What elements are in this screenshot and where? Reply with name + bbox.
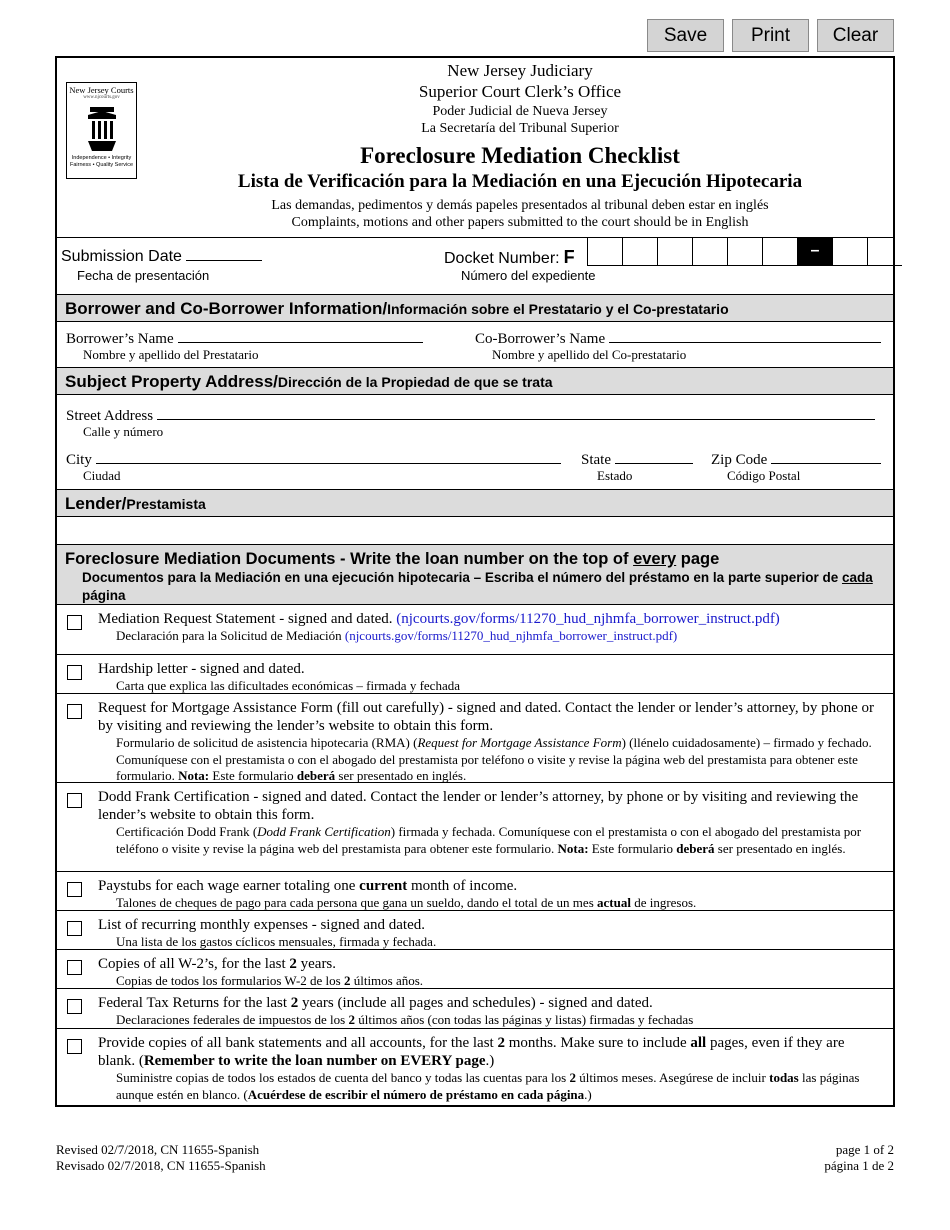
docket-cell[interactable] (727, 238, 762, 266)
text-part: Este formulario (588, 840, 677, 856)
documents-section-title (65, 549, 885, 569)
text-part: pages, even if they are blank. ( (98, 1035, 845, 1069)
checkbox[interactable] (67, 999, 82, 1014)
page-number: page 1 of 2 (835, 1142, 894, 1157)
page-number-es: página 1 de 2 (824, 1158, 894, 1173)
mediation-form-link-es[interactable]: (njcourts.gov/forms/11270_hud_njhmfa_borrower_instruct.pdf) (344, 628, 678, 643)
documents-title-part: Foreclosure Mediation Documents - Write the loan number on the top of (65, 550, 634, 568)
text-part: Provide copies of all bank statements and all accounts, for the last (98, 1035, 498, 1051)
co-borrower-name-input[interactable] (609, 329, 881, 343)
lender-section-title-es: Prestamista (126, 496, 206, 512)
state-label: State (581, 452, 611, 468)
text-part: Copias de todos los formularios W-2 de los (116, 973, 344, 988)
text-part: Declaraciones federales de impuestos de los (116, 1012, 349, 1027)
print-button[interactable]: Print (732, 19, 809, 52)
text-bold: todas (769, 1070, 799, 1085)
checkbox[interactable] (67, 615, 82, 630)
judiciary-name-es: Poder Judicial de Nueva Jersey (432, 104, 608, 119)
checklist-item-monthly-expenses (57, 911, 893, 950)
toolbar (647, 19, 894, 52)
docket-cell[interactable] (587, 238, 622, 266)
docket-cell[interactable] (622, 238, 657, 266)
text-part: Este formulario (209, 768, 297, 783)
text-bold: 2 (290, 995, 299, 1011)
city-label: City (66, 452, 92, 468)
documents-title-es-pagina: página (82, 588, 126, 603)
co-borrower-name-field (475, 329, 881, 348)
property-section-header (57, 367, 893, 395)
checkbox[interactable] (67, 665, 82, 680)
nj-courts-logo (66, 82, 137, 179)
text-part: Certificación Dodd Frank ( (116, 824, 258, 839)
text-part: últimos meses. Asegúrese de incluir (575, 1070, 770, 1085)
page-subtitle: Lista de Verificación para la Mediación en una Ejecución Hipotecaria (237, 171, 803, 192)
docket-cell[interactable] (832, 238, 867, 266)
judiciary-name: New Jersey Judiciary (447, 61, 593, 80)
text-part: years (include all pages and schedules) - signed and dated. (298, 995, 653, 1011)
borrower-name-label-es: Nombre y apellido del Prestatario (83, 347, 259, 362)
lender-section-header (57, 489, 893, 517)
item-text-es (98, 735, 885, 785)
item-text-es (98, 973, 885, 990)
submission-date-label: Submission Date (61, 248, 182, 265)
item-text-es (98, 1070, 885, 1103)
lender-section-title: Lender/ (65, 494, 127, 513)
docket-cell[interactable] (692, 238, 727, 266)
header-text (147, 58, 893, 231)
docket-number-label (444, 247, 575, 268)
text-bold: 2 (497, 1035, 505, 1051)
clerk-office-es: La Secretaría del Tribunal Superior (421, 121, 619, 136)
city-label-es: Ciudad (83, 468, 121, 483)
submission-date-label-es: Fecha de presentación (77, 268, 210, 283)
language-note-es: Las demandas, pedimentos y demás papeles presentados al tribunal deben estar en inglés (271, 198, 769, 213)
clear-button[interactable]: Clear (817, 19, 894, 52)
page-title: Foreclosure Mediation Checklist (360, 143, 680, 168)
item-text (98, 994, 885, 1012)
logo-motto-1: Independence • Integrity (71, 155, 132, 161)
documents-title-es-part: Documentos para la Mediación en una ejecución hipotecaria – Escriba el número del préstamo en la parte superior de (82, 570, 842, 585)
documents-title-es-cada: cada (841, 570, 873, 585)
state-field (581, 450, 693, 469)
docket-number-cells (587, 238, 902, 266)
item-text: Dodd Frank Certification - signed and dated. Contact the lender or lender’s attorney, by phone or by visiting and reviewing the lender’s website to obtain this form. (98, 789, 859, 823)
documents-title-page: page (676, 550, 720, 568)
item-text-es: Una lista de los gastos cíclicos mensuales, firmada y fechada. (116, 934, 437, 949)
item-text: Request for Mortgage Assistance Form (fill out carefully) - signed and dated. Contact the lender or lender’s attorney, by phone or by visiting and reviewing the lender’s website to obtain this form. (98, 700, 875, 734)
text-part: month of income. (407, 878, 518, 894)
item-text (98, 877, 885, 895)
text-part: years. (296, 956, 337, 972)
checklist-item-mediation-request (57, 605, 893, 655)
text-part: últimos años (con todas las páginas y listas) firmadas y fechadas (354, 1012, 694, 1027)
docket-cell[interactable] (657, 238, 692, 266)
borrower-section-header (57, 294, 893, 322)
clerk-office: Superior Court Clerk’s Office (418, 82, 622, 101)
street-address-input[interactable] (157, 406, 875, 420)
docket-dash: – (797, 238, 832, 266)
text-bold: Nota: (178, 768, 210, 783)
text-part: ser presentado en inglés. (335, 768, 467, 783)
docket-cell[interactable] (867, 238, 902, 266)
text-bold: Remember to write the loan number on EVERY page (143, 1053, 486, 1069)
footer-revision (56, 1142, 266, 1174)
docket-cell[interactable] (762, 238, 797, 266)
item-text-es (98, 824, 885, 857)
text-part: .) (485, 1053, 495, 1069)
text-bold: deberá (296, 768, 336, 783)
text-part: Formulario de solicitud de asistencia hipotecaria (RMA) ( (116, 735, 418, 750)
text-part: Copies of all W-2’s, for the last (98, 956, 290, 972)
docket-label-text: Docket Number: (444, 250, 560, 267)
checkbox[interactable] (67, 960, 82, 975)
text-part: Paystubs for each wage earner totaling one (98, 878, 360, 894)
city-input[interactable] (96, 450, 561, 464)
submission-date-input[interactable] (186, 247, 262, 261)
borrower-section-title-es: Información sobre el Prestatario y el Co-prestatario (387, 301, 729, 317)
text-part: Talones de cheques de pago para cada persona que gana un sueldo, dando el total de un mes (116, 895, 597, 910)
text-part: ) firmada y fechada. Comuníquese con el prestamista o con el abogado del prestamista por teléfono o visite y revise la página web del prestamista para obtener este formulario. (116, 824, 862, 856)
zip-code-field (711, 450, 881, 469)
text-part: .) (584, 1086, 592, 1102)
checklist-form (55, 56, 895, 1107)
borrower-name-field (66, 329, 423, 348)
save-button[interactable]: Save (647, 19, 724, 52)
item-text: List of recurring monthly expenses - signed and dated. (98, 917, 425, 933)
borrower-name-input[interactable] (178, 329, 423, 343)
checklist-item-paystubs (57, 872, 893, 911)
street-address-label-es: Calle y número (83, 424, 164, 439)
lender-input[interactable] (57, 517, 893, 544)
item-text-es (98, 1012, 885, 1029)
street-address-field (66, 406, 875, 425)
text-italic: Request for Mortgage Assistance Form (417, 735, 622, 750)
footer-page-number (824, 1142, 894, 1174)
property-section-title: Subject Property Address/ (65, 372, 278, 391)
checklist-item-hardship-letter (57, 655, 893, 694)
checklist-item-tax-returns (57, 989, 893, 1029)
item-text-es: Carta que explica las dificultades económicas – firmada y fechada (116, 678, 460, 693)
text-part: últimos años. (350, 973, 424, 988)
text-bold: Nota: (557, 840, 589, 856)
language-note-en: Complaints, motions and other papers submitted to the court should be in English (291, 215, 749, 230)
item-text: Mediation Request Statement - signed and dated. (98, 611, 397, 627)
text-bold: deberá (676, 840, 715, 856)
documents-section-header (57, 544, 893, 605)
text-italic: Dodd Frank Certification (257, 824, 391, 839)
text-part: Suministre copias de todos los estados de cuenta del banco y todas las cuentas para los (116, 1070, 570, 1085)
state-label-es: Estado (597, 468, 633, 483)
form-header (57, 58, 893, 238)
checkbox[interactable] (67, 1039, 82, 1054)
item-text-es: Declaración para la Solicitud de Mediación (116, 628, 345, 643)
checklist-item-w2 (57, 950, 893, 989)
checklist-item-dodd-frank (57, 783, 893, 872)
documents-title-every: every (633, 550, 677, 568)
zip-code-input[interactable] (771, 450, 881, 464)
courts-emblem-icon (82, 103, 122, 155)
submission-date-field[interactable] (61, 247, 262, 266)
documents-checklist (57, 605, 893, 1107)
logo-url: www.njcourts.gov (83, 95, 120, 100)
text-part: de ingresos. (630, 895, 697, 910)
text-bold: 2 (343, 973, 351, 988)
text-part: las páginas aunque estén en blanco. ( (116, 1070, 860, 1102)
state-input[interactable] (615, 450, 693, 464)
co-borrower-name-label: Co-Borrower’s Name (475, 331, 606, 347)
text-bold: all (690, 1035, 707, 1051)
logo-motto-2: Fairness • Quality Service (69, 162, 134, 168)
property-section-title-es: Dirección de la Propiedad de que se trata (277, 374, 553, 390)
text-part: ) (llénelo cuidadosamente) – firmado y fechado. Comuníquese con el prestamista o con el abogado del prestamista por teléfono o visite y revise la página web del prestamista para obtener este formulario. (116, 735, 872, 783)
submission-row (57, 238, 893, 294)
text-bold: 2 (348, 1012, 355, 1027)
item-text (98, 1034, 885, 1070)
logo-title: New Jersey Courts (69, 85, 134, 95)
text-part: Federal Tax Returns for the last (98, 995, 291, 1011)
mediation-form-link[interactable]: (njcourts.gov/forms/11270_hud_njhmfa_borrower_instruct.pdf) (396, 611, 780, 627)
checkbox[interactable] (67, 793, 82, 808)
borrower-section-title: Borrower and Co-Borrower Information/ (65, 299, 388, 318)
text-bold: actual (597, 895, 631, 910)
checkbox[interactable] (67, 882, 82, 897)
text-bold: 2 (289, 956, 297, 972)
city-field (66, 450, 561, 469)
co-borrower-name-label-es: Nombre y apellido del Co-prestatario (492, 347, 687, 362)
zip-code-label-es: Código Postal (727, 468, 801, 483)
docket-prefix: F (563, 247, 575, 267)
checklist-item-bank-statements (57, 1029, 893, 1107)
text-part: ser presentado en inglés. (714, 840, 846, 856)
borrower-name-label: Borrower’s Name (66, 331, 174, 347)
text-bold: Acuérdese de escribir el número de préstamo en cada página (247, 1086, 585, 1102)
item-text: Hardship letter - signed and dated. (98, 661, 305, 677)
text-part: months. Make sure to include (504, 1035, 691, 1051)
checklist-item-rma-form (57, 694, 893, 783)
documents-section-title-es (65, 569, 885, 605)
item-text (98, 955, 885, 973)
checkbox[interactable] (67, 921, 82, 936)
item-text-es (98, 895, 885, 912)
text-bold: current (359, 878, 408, 894)
street-address-label: Street Address (66, 408, 154, 424)
checkbox[interactable] (67, 704, 82, 719)
zip-code-label: Zip Code (711, 452, 768, 468)
docket-number-label-es: Número del expediente (461, 268, 596, 283)
revision-note-es: Revisado 02/7/2018, CN 11655-Spanish (56, 1158, 266, 1173)
revision-note: Revised 02/7/2018, CN 11655-Spanish (56, 1142, 260, 1157)
text-bold: 2 (569, 1070, 576, 1085)
